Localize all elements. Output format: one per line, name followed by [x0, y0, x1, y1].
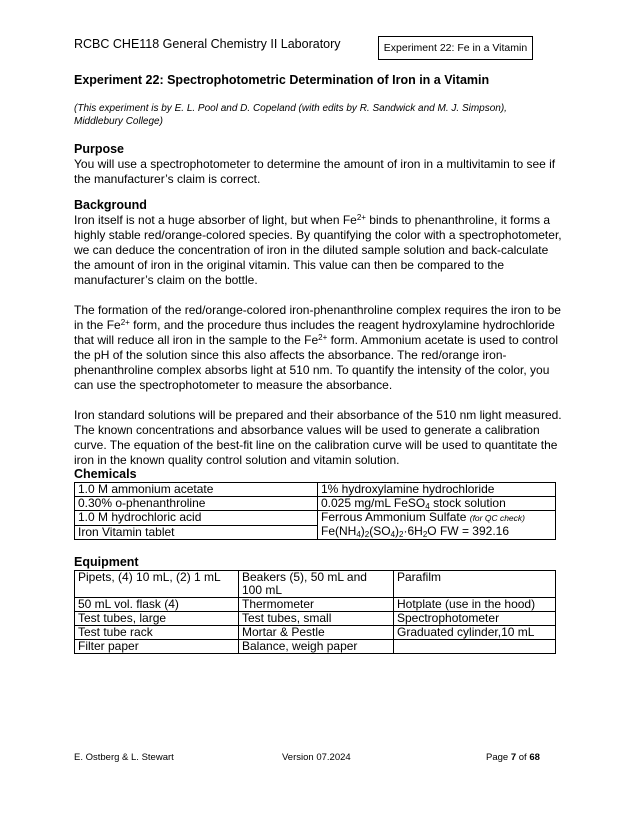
table-row: [75, 612, 556, 626]
table-cell: 50 mL vol. flask (4): [75, 598, 239, 612]
table-row: [75, 640, 556, 654]
purpose-text: You will use a spectrophotometer to determine the amount of iron in a multivitamin to see if the manufacturer’s claim is correct.: [74, 157, 556, 186]
background-heading: Background: [74, 198, 147, 212]
footer-version: Version 07.2024: [282, 752, 351, 763]
chemicals-heading: Chemicals: [74, 467, 137, 481]
table-cell: 1.0 M ammonium acetate: [75, 483, 318, 497]
chemicals-table: [74, 482, 556, 540]
table-cell: 1.0 M hydrochloric acid: [75, 511, 318, 526]
table-cell: 0.30% o-phenanthroline: [75, 497, 318, 511]
equipment-table: [74, 570, 556, 654]
background-paragraph-1: Iron itself is not a huge absorber of light, but when $Fe^{2+}$ binds to phenanthroline, it forms a highly stable red/orange-colored species. By quantifying the color with a spectrophotometer, we can deduce the concentration of iron in the diluted sample solution and back-calculate the amount of iron in the original vitamin. This value can then be compared to the manufacturer’s claim on the bottle.: [74, 213, 562, 287]
table-cell: Graduated cylinder,10 mL: [394, 626, 556, 640]
footer-authors: E. Ostberg & L. Stewart: [74, 752, 174, 763]
table-cell: 0.025 mg/mL FeSO$_4$ stock solution: [318, 497, 556, 511]
table-cell: Mortar & Pestle: [239, 626, 394, 640]
table-cell: Iron Vitamin tablet: [75, 525, 318, 539]
formula-cell: $Fe(NH_4)_2(SO_4)_2\cdot 6H_2O$ FW = 392.16: [318, 525, 556, 539]
table-cell: Beakers (5), 50 mL and 100 mL: [239, 571, 394, 598]
background-paragraph-2: The formation of the red/orange-colored iron-phenanthroline complex requires the iron to be in the $Fe^{2+}$ form, and the procedure thus includes the reagent hydroxylamine hydrochloride that will reduce all iron in the sample to the $Fe^{2+}$ form. Ammonium acetate is used to control the pH of the solution since this also affects the absorbance. The red/orange iron-phenanthroline complex absorbs light at 510 nm. To quantify the intensity of the color, you can use the spectrophotometer to measure the absorbance.: [74, 303, 561, 392]
table-cell: Pipets, (4) 10 mL, (2) 1 mL: [75, 571, 239, 598]
purpose-section: [74, 142, 564, 187]
table-row: [75, 598, 556, 612]
table-row: [75, 497, 556, 511]
table-row: [75, 626, 556, 640]
table-cell: Test tubes, large: [75, 612, 239, 626]
table-cell: 1% hydroxylamine hydrochloride: [318, 483, 556, 497]
background-paragraph-3: Iron standard solutions will be prepared and their absorbance of the 510 nm light measured. The known concentrations and absorbance values will be used to generate a calibration curve. The equation of the best-fit line on the calibration curve will be used to quantitate the iron in the known quality control solution and vitamin solution.: [74, 408, 562, 467]
table-cell: [394, 640, 556, 654]
table-cell: Balance, weigh paper: [239, 640, 394, 654]
chemicals-section: [74, 467, 564, 540]
table-cell: Parafilm: [394, 571, 556, 598]
experiment-title: Experiment 22: Spectrophotometric Determination of Iron in a Vitamin: [74, 73, 490, 87]
table-cell: Thermometer: [239, 598, 394, 612]
table-row: [75, 511, 556, 526]
equipment-section: [74, 555, 564, 654]
credit-note: (This experiment is by E. L. Pool and D. Copeland (with edits by R. Sandwick and M. J. Simpson), Middlebury College): [74, 103, 507, 127]
table-cell: Ferrous Ammonium Sulfate (for QC check): [318, 511, 556, 526]
course-header: RCBC CHE118 General Chemistry II Laboratory: [74, 37, 341, 51]
experiment-label-box: Experiment 22: Fe in a Vitamin: [378, 36, 533, 60]
table-cell: Test tube rack: [75, 626, 239, 640]
table-cell: Hotplate (use in the hood): [394, 598, 556, 612]
equipment-heading: Equipment: [74, 555, 139, 569]
table-cell: Spectrophotometer: [394, 612, 556, 626]
table-row: [75, 571, 556, 598]
table-row: [75, 483, 556, 497]
background-section: [74, 198, 564, 468]
table-row: [75, 525, 556, 539]
footer-page-number: Page 7 of 68: [486, 752, 540, 763]
table-cell: Test tubes, small: [239, 612, 394, 626]
table-cell: Filter paper: [75, 640, 239, 654]
purpose-heading: Purpose: [74, 142, 125, 156]
